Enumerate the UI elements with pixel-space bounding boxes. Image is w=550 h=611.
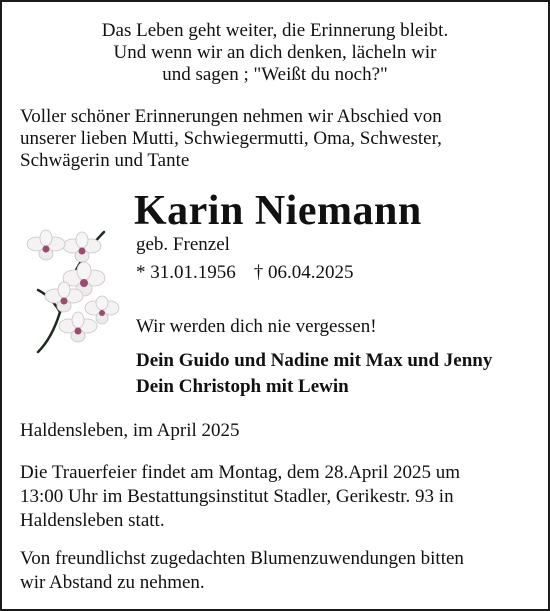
poem-line-3: und sagen ; "Weißt du noch?"	[162, 64, 388, 85]
orchid-icon	[16, 220, 126, 354]
poem-line-2: Und wenn wir an dich denken, lächeln wir	[113, 42, 437, 63]
place-date: Haldensleben, im April 2025	[20, 420, 240, 441]
flowers-note-line-1: Von freundlichst zugedachten Blumenzuwendungen bitten	[20, 548, 464, 569]
funeral-line-3: Haldensleben statt.	[20, 510, 165, 531]
farewell-line: Wir werden dich nie vergessen!	[136, 316, 377, 337]
deceased-name: Karin Niemann	[134, 188, 422, 234]
funeral-line-2: 13:00 Uhr im Bestattungsinstitut Stadler, Gerikestr. 93 in	[20, 486, 454, 507]
birth-date: * 31.01.1956	[136, 262, 236, 283]
flowers-note-line-2: wir Abstand zu nehmen.	[20, 572, 205, 593]
life-dates	[136, 262, 354, 284]
intro-line-1: Voller schöner Erinnerungen nehmen wir Abschied von	[20, 106, 442, 127]
birth-name: geb. Frenzel	[136, 234, 230, 255]
intro-line-3: Schwägerin und Tante	[20, 150, 190, 171]
death-date: † 06.04.2025	[253, 262, 354, 283]
family-line-2: Dein Christoph mit Lewin	[136, 376, 349, 397]
funeral-line-1: Die Trauerfeier findet am Montag, dem 28.April 2025 um	[20, 462, 461, 483]
poem-line-1: Das Leben geht weiter, die Erinnerung bleibt.	[101, 20, 449, 41]
family-line-1: Dein Guido und Nadine mit Max und Jenny	[136, 350, 493, 371]
intro-line-2: unserer lieben Mutti, Schwiegermutti, Oma, Schwester,	[20, 128, 442, 149]
